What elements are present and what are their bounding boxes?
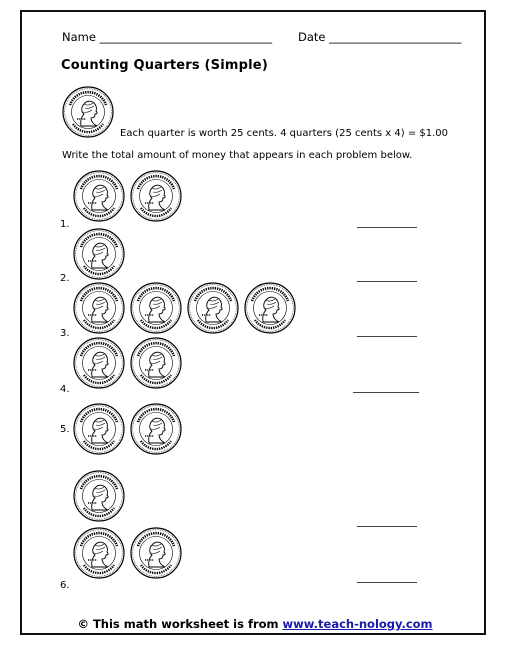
answer-line[interactable]	[357, 526, 417, 527]
instructions-text: Write the total amount of money that appears in each problem below.	[62, 150, 413, 161]
quarter-coin-icon	[130, 170, 182, 222]
problem-number: 5.	[60, 424, 70, 435]
quarter-coin-icon	[130, 337, 182, 389]
quarter-coin-icon	[73, 527, 125, 579]
quarter-coin-icon	[73, 403, 125, 455]
quarter-coin-icon	[244, 282, 296, 334]
answer-line[interactable]	[357, 336, 417, 337]
intro-text: Each quarter is worth 25 cents. 4 quarters (25 cents x 4) = $1.00	[120, 128, 449, 139]
answer-line[interactable]	[357, 227, 417, 228]
answer-line[interactable]	[357, 281, 417, 282]
quarter-coin-icon	[73, 282, 125, 334]
quarter-coin-icon	[130, 403, 182, 455]
problem-number: 1.	[60, 219, 70, 230]
quarter-coin-icon	[73, 337, 125, 389]
problem-number: 4.	[60, 384, 70, 395]
quarter-coin-icon	[62, 86, 114, 138]
problem-number: 3.	[60, 328, 70, 339]
answer-line[interactable]	[353, 392, 419, 393]
quarter-coin-icon	[73, 170, 125, 222]
answer-line[interactable]	[357, 582, 417, 583]
problem-number: 2.	[60, 273, 70, 284]
quarter-coin-icon	[187, 282, 239, 334]
name-label: Name ______________________________	[62, 30, 273, 44]
quarter-coin-icon	[73, 470, 125, 522]
quarter-coin-icon	[130, 282, 182, 334]
footer-link[interactable]: www.teach-nology.com	[282, 617, 433, 631]
page-title: Counting Quarters (Simple)	[61, 58, 268, 73]
footer-prefix: © This math worksheet is from	[77, 617, 283, 631]
date-label: Date _______________________	[298, 30, 462, 44]
footer-credit	[0, 617, 510, 631]
problem-number: 6.	[60, 580, 70, 591]
quarter-coin-icon	[130, 527, 182, 579]
quarter-coin-icon	[73, 228, 125, 280]
